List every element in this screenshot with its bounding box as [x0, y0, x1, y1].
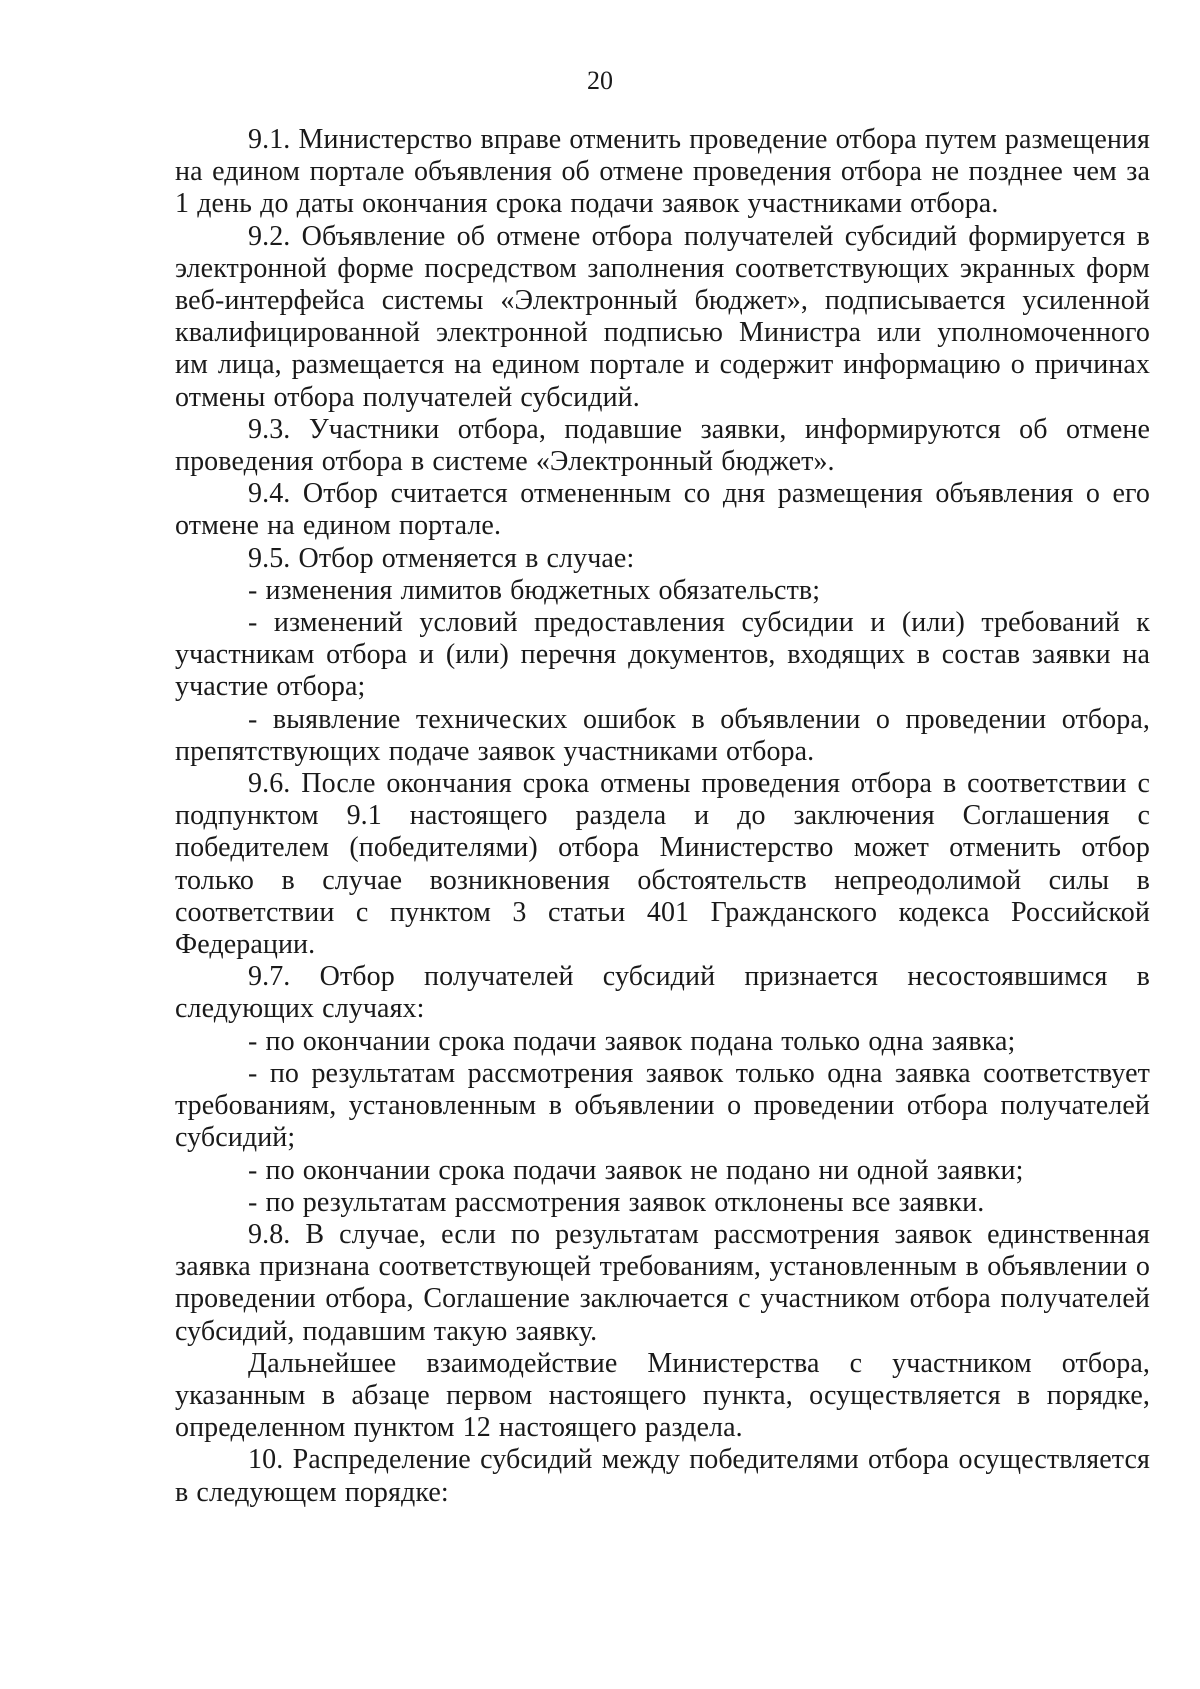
list-item-9-7-3: - по окончании срока подачи заявок не подано ни одной заявки; — [248, 1154, 1024, 1186]
list-item-9-7-2: - по результатам рассмотрения заявок только одна заявка соответствует требованиям, установленным в объявлении о проведении отбора получателей субсидий; — [175, 1057, 1150, 1154]
paragraph-9-1: 9.1. Министерство вправе отменить проведение отбора путем размещения на едином портале объявления об отмене проведения отбора не позднее чем за 1 день до даты окончания срока подачи заявок участниками отбора. — [175, 124, 1150, 220]
document-body — [175, 124, 1150, 1509]
paragraph-9-6: 9.6. После окончания срока отмены проведения отбора в соответствии с подпунктом 9.1 настоящего раздела и до заключения Соглашения с победителем (победителями) отбора Министерство может отменить отбор только в случае возникновения обстоятельств непреодолимой силы в соответствии с пунктом 3 статьи 401 Гражданского кодекса Российской Федерации. — [175, 768, 1150, 961]
paragraph-9-3: 9.3. Участники отбора, подавшие заявки, информируются об отмене проведения отбора в системе «Электронный бюджет». — [175, 413, 1150, 478]
list-item-9-5-2: - изменений условий предоставления субсидии и (или) требований к участникам отбора и (или) перечня документов, входящих в состав заявки на участие отбора; — [175, 607, 1150, 703]
list-item-9-5-1: - изменения лимитов бюджетных обязательств; — [248, 574, 821, 606]
paragraph-9-8: 9.8. В случае, если по результатам рассмотрения заявок единственная заявка признана соответствующей требованиям, установленным в объявлении о проведении отбора, Соглашение заключается с участником отбора получателей субсидий, подавшим такую заявку. — [175, 1218, 1150, 1347]
list-item-9-7-1: - по окончании срока подачи заявок подана только одна заявка; — [248, 1025, 1016, 1057]
paragraph-9-7: 9.7. Отбор получателей субсидий признается несостоявшимся в следующих случаях: — [175, 961, 1150, 1025]
paragraph-9-8-continuation: Дальнейшее взаимодействие Министерства с участником отбора, указанным в абзаце первом настоящего пункта, осуществляется в порядке, определенном пунктом 12 настоящего раздела. — [175, 1347, 1150, 1444]
paragraph-9-2: 9.2. Объявление об отмене отбора получателей субсидий формируется в электронной форме посредством заполнения соответствующих экранных форм веб-интерфейса системы «Электронный бюджет», подписывается усиленной квалифицированной электронной подписью Министра или уполномоченного им лица, размещается на едином портале и содержит информацию о причинах отмены отбора получателей субсидий. — [175, 220, 1150, 413]
list-item-9-5-3: - выявление технических ошибок в объявлении о проведении отбора, препятствующих подаче заявок участниками отбора. — [175, 703, 1150, 767]
paragraph-9-4: 9.4. Отбор считается отмененным со дня размещения объявления о его отмене на едином портале. — [175, 478, 1150, 542]
paragraph-10: 10. Распределение субсидий между победителями отбора осуществляется в следующем порядке: — [175, 1444, 1150, 1508]
paragraph-9-5: 9.5. Отбор отменяется в случае: — [248, 542, 635, 574]
list-item-9-7-4: - по результатам рассмотрения заявок отклонены все заявки. — [248, 1186, 985, 1218]
page-number: 20 — [587, 66, 613, 95]
